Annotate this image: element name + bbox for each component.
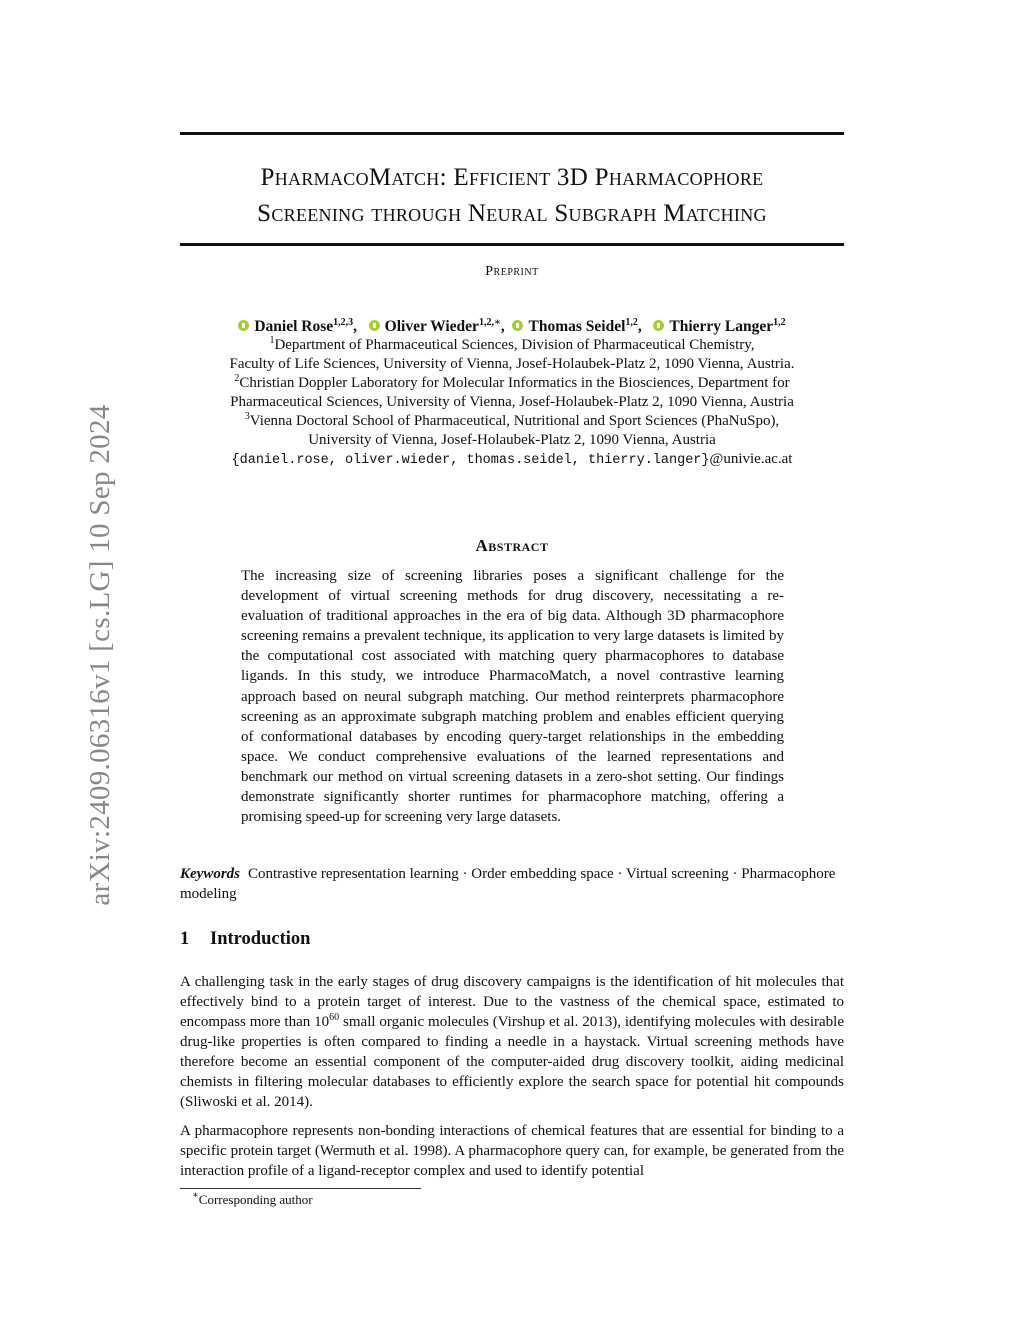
affiliations — [180, 336, 844, 470]
abstract-heading: Abstract — [475, 536, 549, 555]
affiliation-1-line-1: $^1$Department of Pharmaceutical Sciences, Division of Pharmaceutical Chemistry, — [269, 335, 755, 353]
author-emails[interactable]: {daniel.rose, oliver.wieder, thomas.seidel, thierry.langer}@univie.ac.at — [231, 451, 793, 468]
paper-title-line-1: PharmacoMatch: Efficient 3D Pharmacophore — [260, 164, 764, 191]
orcid-icon[interactable] — [512, 320, 523, 331]
keywords-label: Keywords — [180, 866, 240, 882]
affiliation-2-line-2: Pharmaceutical Sciences, University of Vienna, Josef-Holaubek-Platz 2, 1090 Vienna, Austria — [230, 394, 794, 410]
affiliation-1-line-2: Faculty of Life Sciences, University of Vienna, Josef-Holaubek-Platz 2, 1090 Vienna, Austria. — [229, 356, 795, 372]
abstract-text: The increasing size of screening libraries poses a significant challenge for the development of virtual screening methods for drug discovery, necessitating a re-evaluation of traditional approaches in the era of big data. Although 3D pharmacophore screening remains a prevalent technique, its application to very large datasets is limited by the computational cost associated with matching query pharmacophores to database ligands. In this study, we introduce PharmacoMatch, a novel contrastive learning approach based on neural subgraph matching. Our method reinterprets pharmacophore screening as an approximate subgraph matching problem and enables efficient querying of conformational databases by encoding query-target relationships in the embedding space. We conduct comprehensive evaluations of the learned representations and benchmark our method on virtual screening datasets in a zero-shot setting. Our findings demonstrate significantly shorter runtimes for pharmacophore matching, offering a promising speed-up for screening very large datasets. — [241, 568, 784, 826]
affiliation-3-line-2: University of Vienna, Josef-Holaubek-Platz 2, 1090 Vienna, Austria — [308, 432, 716, 448]
arxiv-identifier — [40, 360, 116, 950]
author-thierry-langer: Thierry Langer$^{1,2}$ — [653, 317, 785, 336]
author-list — [180, 317, 844, 336]
author-daniel-rose: Daniel Rose$^{1,2,3}$, — [238, 317, 357, 336]
paper-title-line-2: Screening through Neural Subgraph Matching — [257, 200, 767, 227]
intro-paragraph-2: A pharmacophore represents non-bonding interactions of chemical features that are essential for binding to a specific protein target (Wermuth et al. 1998). A pharmacophore query can, for example, be generated from the interaction profile of a ligand-receptor complex and used to identify potential — [180, 1123, 844, 1179]
preprint-label: Preprint — [485, 264, 539, 279]
orcid-icon[interactable] — [653, 320, 664, 331]
footnote-rule — [180, 1188, 421, 1189]
paper-title — [180, 160, 844, 232]
author-thomas-seidel: Thomas Seidel$^{1,2}$, — [512, 317, 641, 336]
title-rule-bottom — [180, 243, 844, 246]
keywords — [180, 864, 844, 904]
affiliation-3-line-1: $^3$Vienna Doctoral School of Pharmaceutical, Nutritional and Sport Sciences (PhaNuSpo), — [244, 411, 780, 429]
intro-paragraph-1: A challenging task in the early stages of drug discovery campaigns is the identification of hit molecules that effectively bind to a protein target of interest. Due to the vastness of the chemical space, estimated to encompass more than $10^{60}$ small organic molecules (Virshup et al. 2013), identifying molecules with desirable drug-like properties is often compared to finding a needle in a haystack. Virtual screening methods have therefore become an essential component of the computer-aided drug discovery toolkit, aiding medicinal chemists in filtering molecular databases to efficiently explore the search space for potential hit compounds (Sliwoski et al. 2014). — [180, 974, 844, 1110]
orcid-icon[interactable] — [369, 320, 380, 331]
affiliation-2-line-1: $^2$Christian Doppler Laboratory for Molecular Informatics in the Biosciences, Department for — [234, 373, 790, 391]
keywords-text: Contrastive representation learning · Order embedding space · Virtual screening · Pharmacophore modeling — [180, 866, 836, 902]
footnote-corresponding-author: ∗Corresponding author — [192, 1190, 313, 1207]
author-oliver-wieder: Oliver Wieder$^{1,2,∗}$, — [369, 317, 505, 336]
arxiv-identifier-text: arXiv:2409.06316v1 [cs.LG] 10 Sep 2024 — [84, 404, 116, 906]
orcid-icon[interactable] — [238, 320, 249, 331]
title-rule-top — [180, 132, 844, 135]
section-heading-introduction: 1 Introduction — [180, 929, 311, 949]
